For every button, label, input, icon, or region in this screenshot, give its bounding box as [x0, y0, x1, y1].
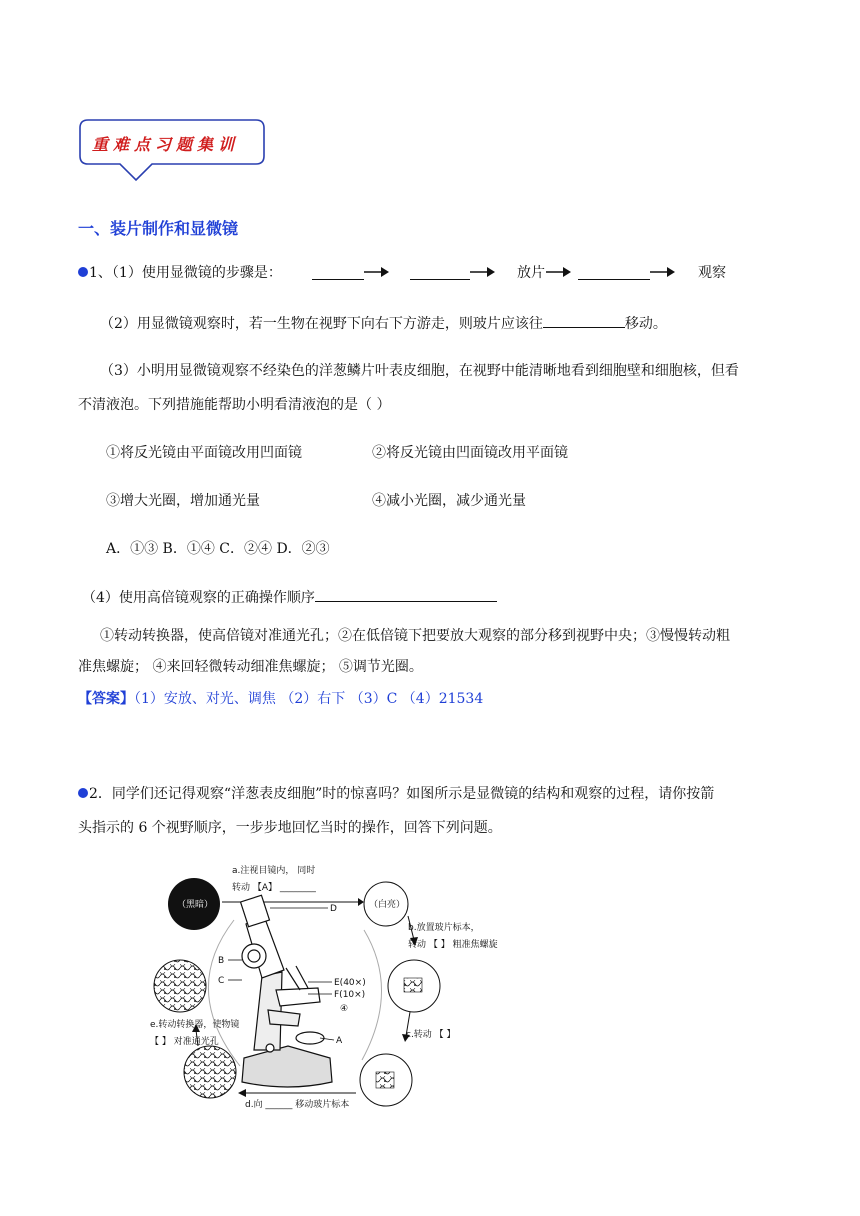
arrow-right-icon [650, 266, 676, 278]
banner-title: 重难点习题集训 [92, 135, 240, 154]
q1-part4-line1: ①转动转换器，使高倍镜对准通光孔；②在低倍镜下把要放大观察的部分移到视野中央；③慢慢转动粗 [100, 628, 730, 644]
step-d-text: d.向 ______ 移动玻片标本 [245, 1100, 350, 1110]
option-4: ④减小光圈，减少通光量 [372, 493, 526, 509]
step-b-line2: 转动 【 】 粗准焦螺旋 [408, 940, 498, 950]
label-4: ④ [340, 1004, 349, 1014]
q2-number: 2． [89, 786, 112, 802]
arrow-right-icon [364, 266, 390, 278]
step-a-line2: 转动 【A】 ________ [232, 883, 316, 893]
section-heading: 一、装片制作和显微镜 [78, 219, 239, 238]
label-C: C [218, 976, 225, 986]
q1-part4-text: （4）使用高倍镜观察的正确操作顺序 [82, 590, 315, 606]
step-e-line2: 【 】 对准通光孔 [150, 1037, 219, 1047]
step-e-line1: e.转动转换器，使物镜 [150, 1020, 240, 1030]
dark-label: （黑暗） [177, 900, 214, 910]
title-banner [78, 118, 268, 188]
arrow-right-icon [470, 266, 496, 278]
q1-steps-line [78, 263, 282, 283]
answer-blank-3 [578, 265, 650, 280]
microscope-drawing [241, 895, 332, 1087]
view-high-power-cells [154, 960, 206, 1012]
answer-blank-1 [312, 265, 364, 280]
q1-part2 [100, 313, 667, 334]
microscope-figure [150, 860, 540, 1110]
q2-text-line1: 同学们还记得观察“洋葱表皮细胞”时的惊喜吗？如图所示是显微镜的结构和观察的过程，请你按箭 [111, 786, 715, 802]
step-place-slide: 放片 [517, 265, 545, 281]
answer-text: （1）安放、对光、调焦 （2）右下 （3）C （4）21534 [134, 691, 484, 707]
label-D: D [330, 904, 337, 914]
arrow-right-icon [546, 266, 572, 278]
answer-label: 【答案】 [78, 691, 134, 707]
step-observe: 观察 [698, 265, 726, 281]
q1-number: 1、 [89, 265, 112, 281]
answer-blank-direction [543, 313, 625, 328]
q1-part3-line2: 不清液泡。下列措施能帮助小明看清液泡的是（ ） [78, 397, 391, 413]
answer-blank-2 [410, 265, 470, 280]
label-A: A [336, 1036, 343, 1046]
q1-part2-text: （2）用显微镜观察时，若一生物在视野下向右下方游走，则玻片应该往 [100, 316, 543, 332]
view-centered-cells [184, 1046, 236, 1098]
q1-part4 [82, 587, 497, 608]
option-3: ③增大光圈，增加通光量 [106, 493, 260, 509]
label-F: F(10×) [334, 990, 366, 1000]
option-2: ②将反光镜由凹面镜改用平面镜 [372, 445, 568, 461]
step-a-line1: a.注视目镜内， 同时 [232, 866, 316, 876]
q1-answer [78, 689, 483, 709]
q1-part1-prefix: （1）使用显微镜的步骤是： [111, 265, 282, 281]
q1-part4-line2: 准焦螺旋； ④来回轻微转动细准焦螺旋； ⑤调节光圈。 [78, 659, 423, 675]
option-1: ①将反光镜由平面镜改用凹面镜 [106, 445, 302, 461]
q1-part2-suffix: 移动。 [624, 316, 667, 332]
step-b-line1: b.放置玻片标本， [408, 923, 480, 933]
step-c-text: c.转动 【 】 [406, 1030, 456, 1040]
bullet-dot-icon [78, 788, 88, 798]
q2-line1 [78, 784, 714, 804]
answer-blank-order [315, 587, 497, 602]
bullet-dot-icon [78, 267, 88, 277]
label-B: B [218, 956, 225, 966]
answer-choices: A．①③ B．①④ C．②④ D．②③ [106, 541, 330, 557]
q2-line2: 头指示的 6 个视野顺序，一步步地回忆当时的操作，回答下列问题。 [78, 820, 502, 836]
q1-part3-line1: （3）小明用显微镜观察不经染色的洋葱鳞片叶表皮细胞，在视野中能清晰地看到细胞壁和细胞核，但看 [100, 363, 739, 379]
bright-label: （白亮） [369, 900, 406, 910]
label-E: E(40×) [334, 978, 366, 988]
